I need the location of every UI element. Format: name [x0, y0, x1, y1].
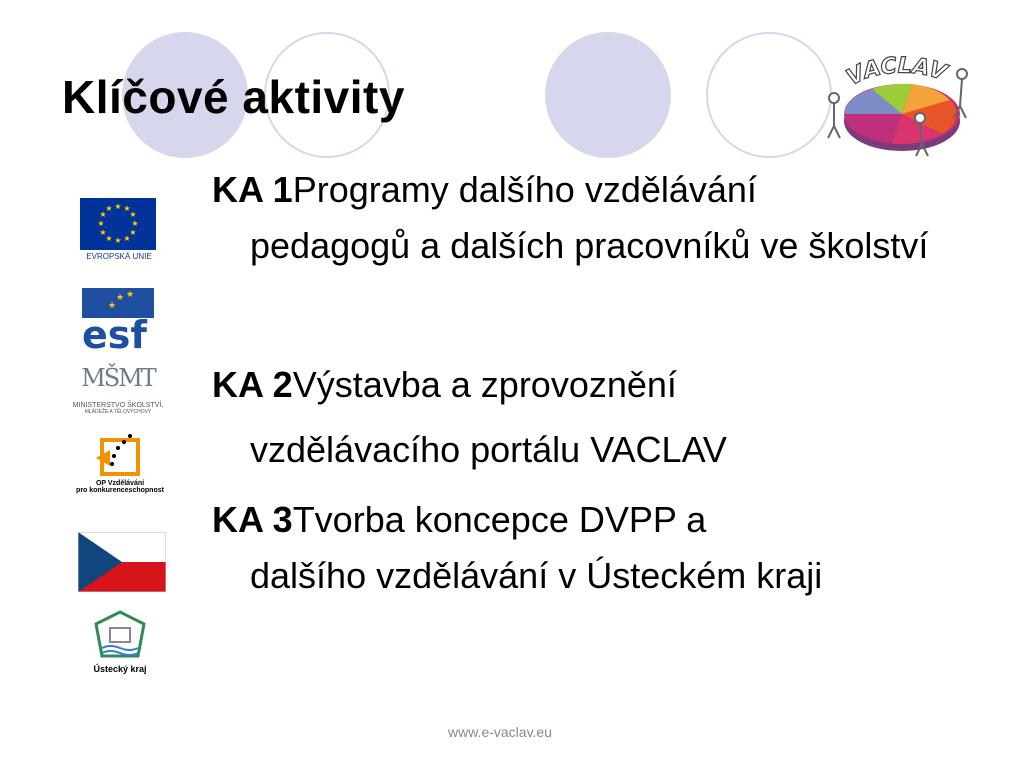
eu-flag-icon — [80, 198, 156, 250]
svg-text:★: ★ — [123, 204, 131, 213]
activity-title-continued: dalšího vzdělávání v Ústeckém kraji — [250, 555, 823, 596]
eu-logo — [80, 198, 158, 261]
msmt-logo-line1: MINISTERSTVO ŠKOLSTVÍ, — [72, 402, 164, 409]
activity-title: Výstavba a zprovoznění — [292, 364, 677, 405]
msmt-logo — [62, 364, 174, 415]
svg-text:★: ★ — [99, 228, 107, 237]
kraj-emblem-icon — [92, 608, 148, 664]
slide-title: Klíčové aktivity — [62, 71, 405, 123]
op-logo-line2: pro konkurenceschopnost — [76, 487, 164, 494]
activity-item-ka3 — [212, 492, 982, 604]
ustecky-kraj-logo — [86, 608, 154, 674]
esf-logo — [82, 288, 154, 350]
activity-title-continued: vzdělávacího portálu VACLAV — [250, 429, 727, 470]
op-logo-line1: OP Vzdělávání — [95, 480, 145, 487]
activity-title-continued: pedagogů a dalších pracovníků ve školství — [250, 225, 929, 266]
svg-text:★: ★ — [123, 234, 131, 243]
decor-circle-4 — [706, 32, 832, 158]
decor-circle-3 — [545, 32, 671, 158]
activity-title: Tvorba koncepce DVPP a — [292, 499, 707, 540]
svg-text:★: ★ — [114, 202, 122, 211]
svg-text:★: ★ — [105, 234, 113, 243]
activity-code: KA 2 — [212, 364, 293, 405]
svg-text:★: ★ — [108, 301, 117, 311]
eu-logo-caption: EVROPSKÁ UNIE — [86, 252, 152, 261]
footer-url: www.e-vaclav.eu — [448, 724, 553, 740]
svg-text:★: ★ — [129, 228, 137, 237]
op-arrow-icon — [90, 432, 150, 480]
svg-text:★: ★ — [97, 219, 105, 228]
activity-title: Programy dalšího vzdělávání — [292, 169, 757, 210]
activity-item-ka2 — [212, 357, 982, 487]
czech-flag-icon — [78, 532, 166, 592]
svg-text:★: ★ — [116, 293, 125, 303]
vaclav-logo-text: VACLAV — [842, 53, 950, 91]
op-logo — [68, 432, 172, 494]
activity-code: KA 3 — [212, 499, 293, 540]
vaclav-logo — [822, 26, 972, 166]
svg-text:★: ★ — [105, 204, 113, 213]
esf-logo-text: esf — [82, 313, 147, 350]
svg-text:★: ★ — [126, 290, 135, 300]
svg-text:★: ★ — [99, 210, 107, 219]
activity-item-ka1 — [212, 162, 982, 274]
activity-code: KA 1 — [212, 169, 293, 210]
svg-text:★: ★ — [114, 236, 122, 245]
svg-text:★: ★ — [131, 219, 139, 228]
msmt-logo-line2: MLÁDEŽE A TĚLOVÝCHOVY — [84, 409, 152, 415]
msmt-logo-mark: MŠMT — [81, 364, 155, 392]
svg-text:★: ★ — [129, 210, 137, 219]
kraj-logo-caption: Ústecký kraj — [93, 664, 147, 674]
